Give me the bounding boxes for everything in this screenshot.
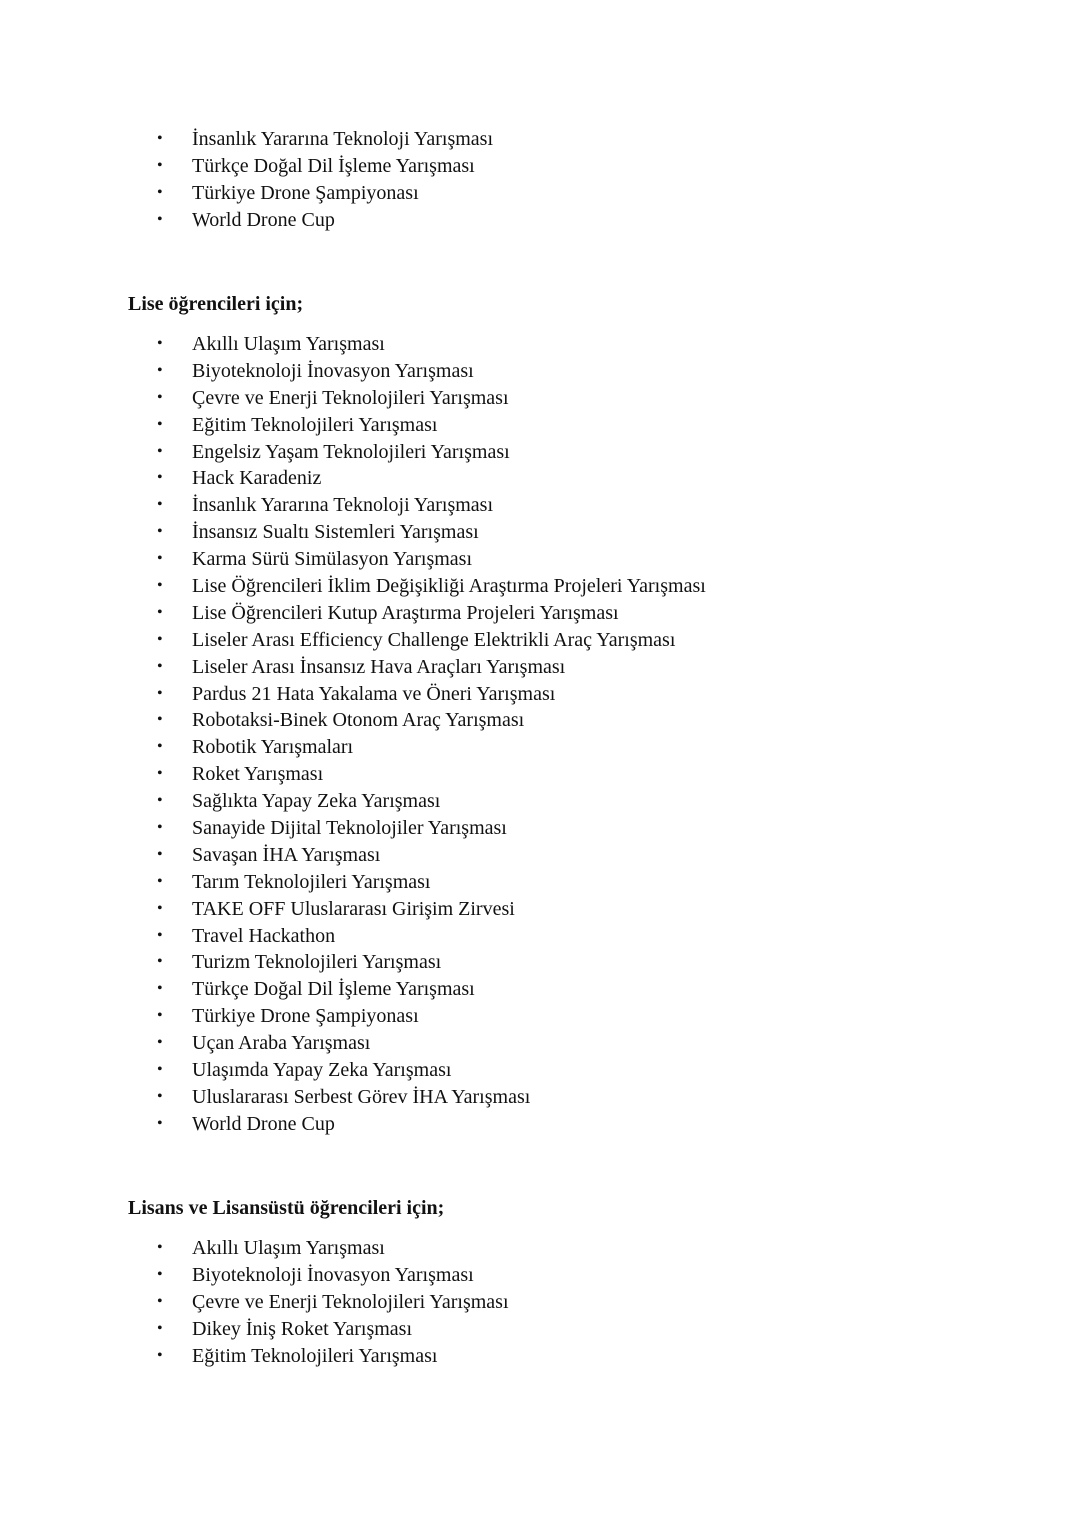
bullet-icon: •	[157, 550, 163, 568]
bullet-icon: •	[157, 1346, 163, 1364]
section-heading-lise: Lise öğrencileri için;	[128, 293, 304, 315]
list-item-text: Liseler Arası İnsansız Hava Araçları Yarışması	[192, 655, 566, 678]
bullet-icon: •	[157, 1292, 163, 1310]
list-item-text: Pardus 21 Hata Yakalama ve Öneri Yarışması	[192, 682, 556, 705]
bullet-icon: •	[157, 819, 163, 837]
bullet-icon: •	[157, 953, 163, 971]
bullet-icon: •	[157, 361, 163, 379]
list-item-text: World Drone Cup	[192, 1112, 335, 1135]
bullet-icon: •	[157, 335, 163, 352]
bullet-icon: •	[157, 603, 163, 621]
bullet-icon: •	[157, 1319, 163, 1337]
list-item-text: Eğitim Teknolojileri Yarışması	[192, 1344, 438, 1367]
bullet-icon: •	[157, 1034, 163, 1052]
bullet-icon: •	[157, 210, 163, 228]
list-item-text: World Drone Cup	[192, 208, 335, 231]
list-item-text: Travel Hackathon	[192, 924, 336, 947]
bullet-icon: •	[157, 926, 163, 944]
bullet-icon: •	[157, 523, 163, 541]
list-item-text: Robotik Yarışmaları	[192, 736, 354, 759]
list-item-text: Lise Öğrencileri İklim Değişikliği Araştırma Projeleri Yarışması	[192, 575, 706, 598]
bullet-icon: •	[157, 899, 163, 917]
list-item-text: İnsanlık Yararına Teknoloji Yarışması	[192, 494, 493, 517]
bullet-icon: •	[157, 765, 163, 783]
list-item-text: Akıllı Ulaşım Yarışması	[192, 1237, 385, 1259]
bullet-icon: •	[157, 980, 163, 998]
bullet-icon: •	[157, 496, 163, 514]
bullet-icon: •	[157, 388, 163, 406]
bullet-icon: •	[157, 156, 163, 174]
bullet-icon: •	[157, 657, 163, 675]
bullet-icon: •	[157, 872, 163, 890]
bullet-icon: •	[157, 711, 163, 729]
list-item-text: Biyoteknoloji İnovasyon Yarışması	[192, 359, 474, 382]
bullet-icon: •	[157, 1239, 163, 1256]
list-item-text: Engelsiz Yaşam Teknolojileri Yarışması	[192, 440, 510, 463]
list-item-text: Çevre ve Enerji Teknolojileri Yarışması	[192, 1290, 509, 1313]
list-item-text: Lise Öğrencileri Kutup Araştırma Projeleri Yarışması	[192, 601, 619, 624]
bullet-icon: •	[157, 183, 163, 201]
bullet-icon: •	[157, 469, 163, 487]
list-item-text: Tarım Teknolojileri Yarışması	[192, 870, 431, 893]
list-item-text: Uluslararası Serbest Görev İHA Yarışması	[192, 1085, 531, 1108]
list-item-text: Robotaksi-Binek Otonom Araç Yarışması	[192, 709, 525, 732]
list-item-text: Türkiye Drone Şampiyonası	[192, 1005, 419, 1028]
list-item-text: Roket Yarışması	[192, 763, 324, 786]
list-item-text: Akıllı Ulaşım Yarışması	[192, 333, 385, 355]
list-item-text: Liseler Arası Efficiency Challenge Elektrikli Araç Yarışması	[192, 628, 676, 651]
bullet-icon: •	[157, 738, 163, 756]
list-item-text: Turizm Teknolojileri Yarışması	[192, 951, 442, 974]
bullet-icon: •	[157, 684, 163, 702]
list-item-text: Ulaşımda Yapay Zeka Yarışması	[192, 1059, 452, 1082]
list-item-text: Hack Karadeniz	[192, 467, 322, 490]
list-item-text: Türkçe Doğal Dil İşleme Yarışması	[192, 154, 475, 177]
list-item-text: Eğitim Teknolojileri Yarışması	[192, 413, 438, 436]
bullet-icon: •	[157, 1007, 163, 1025]
bullet-icon: •	[157, 130, 163, 147]
list-item-text: Çevre ve Enerji Teknolojileri Yarışması	[192, 386, 509, 409]
list-item-text: İnsansız Sualtı Sistemleri Yarışması	[192, 521, 479, 544]
bullet-icon: •	[157, 1087, 163, 1105]
bullet-icon: •	[157, 1114, 163, 1132]
list-item-text: Türkçe Doğal Dil İşleme Yarışması	[192, 978, 475, 1001]
bullet-icon: •	[157, 442, 163, 460]
bullet-icon: •	[157, 415, 163, 433]
list-item-text: İnsanlık Yararına Teknoloji Yarışması	[192, 128, 493, 150]
list-item-text: Türkiye Drone Şampiyonası	[192, 181, 419, 204]
list-item-text: Dikey İniş Roket Yarışması	[192, 1317, 412, 1340]
bullet-icon: •	[157, 1061, 163, 1079]
bullet-icon: •	[157, 630, 163, 648]
section-heading-lisans: Lisans ve Lisansüstü öğrencileri için;	[128, 1197, 445, 1219]
list-item-text: Sanayide Dijital Teknolojiler Yarışması	[192, 817, 507, 840]
list-item-text: Sağlıkta Yapay Zeka Yarışması	[192, 790, 441, 813]
bullet-icon: •	[157, 577, 163, 595]
bullet-icon: •	[157, 845, 163, 863]
list-item-text: Savaşan İHA Yarışması	[192, 843, 381, 866]
bullet-icon: •	[157, 1265, 163, 1283]
list-item-text: TAKE OFF Uluslararası Girişim Zirvesi	[192, 897, 515, 920]
list-item-text: Karma Sürü Simülasyon Yarışması	[192, 548, 472, 571]
list-item-text: Biyoteknoloji İnovasyon Yarışması	[192, 1263, 474, 1286]
bullet-icon: •	[157, 792, 163, 810]
list-item-text: Uçan Araba Yarışması	[192, 1032, 371, 1055]
